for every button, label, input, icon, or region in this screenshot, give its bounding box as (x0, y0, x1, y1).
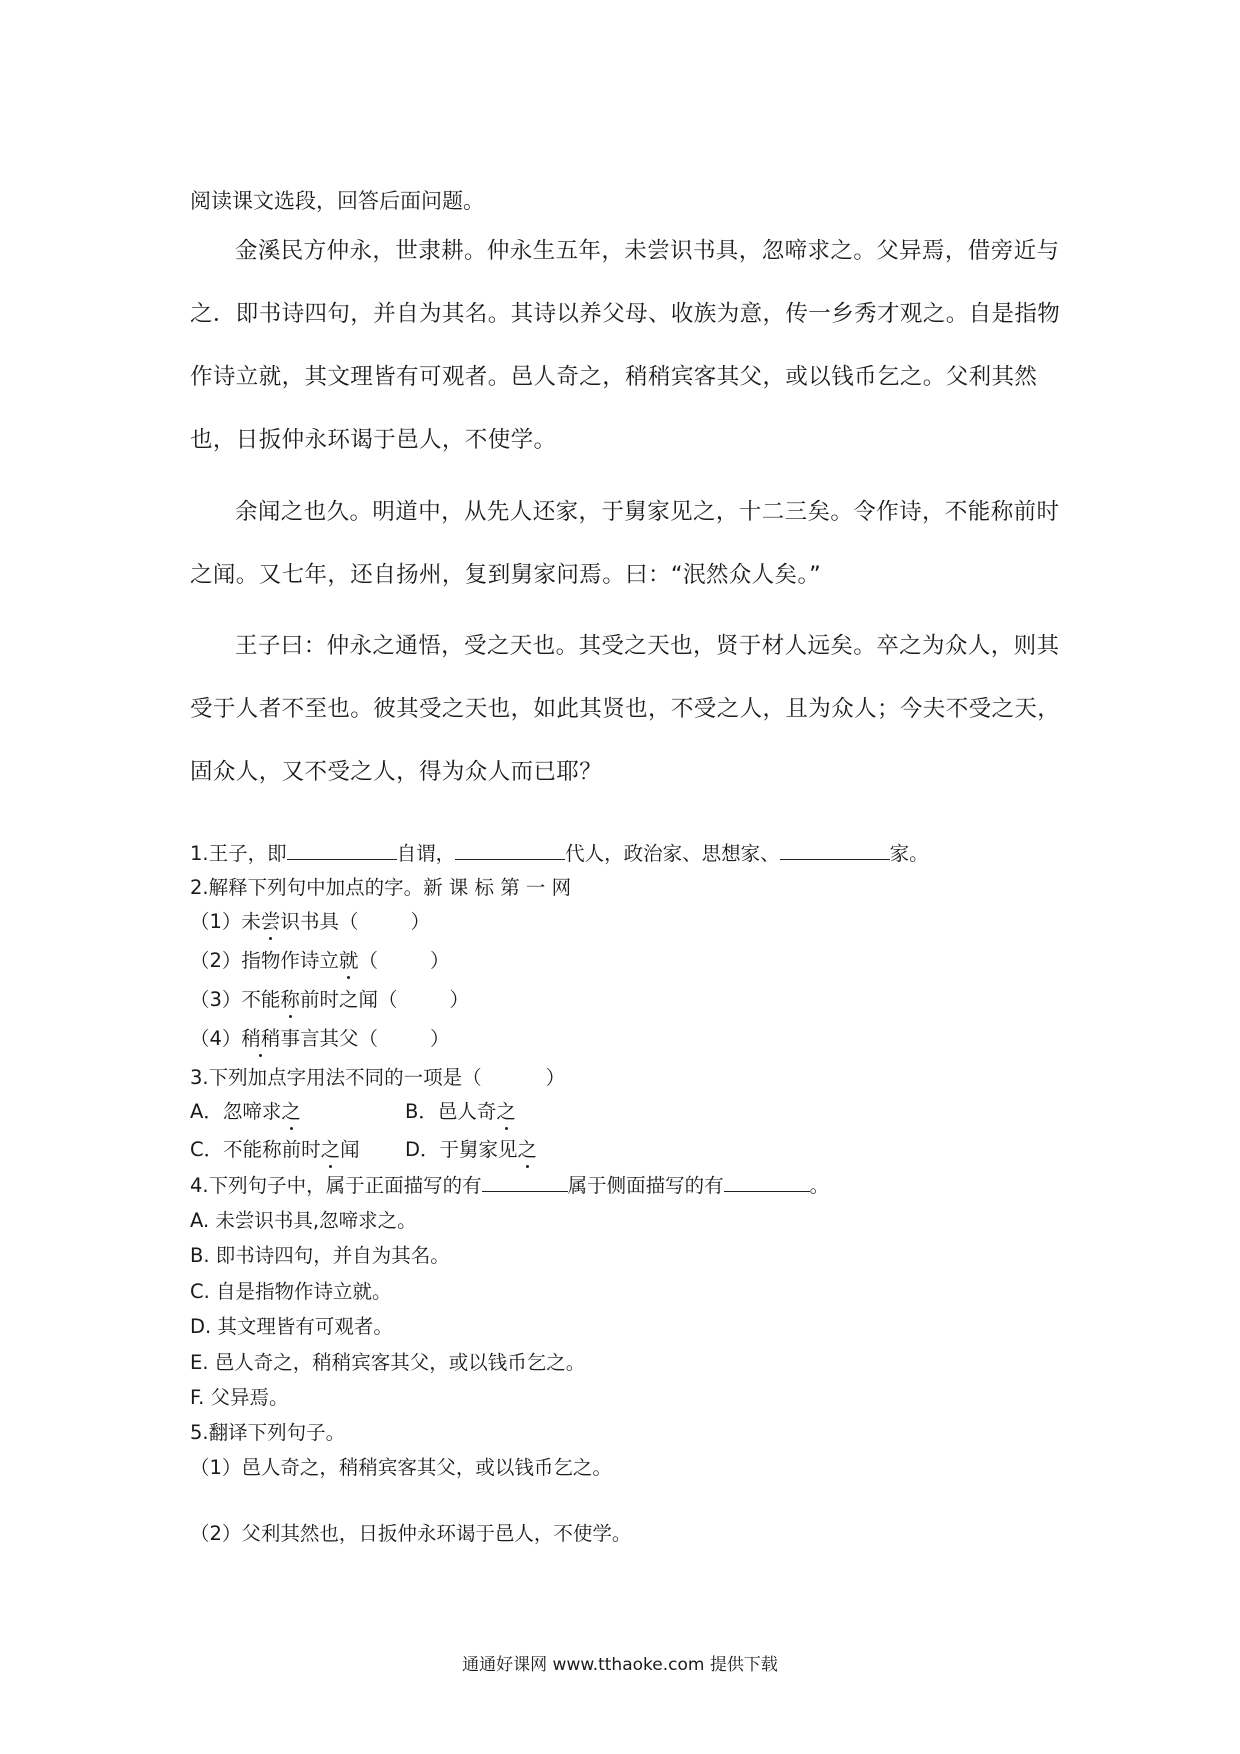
passage-paragraph-3: 王子曰：仲永之通悟，受之天也。其受之天也，贤于材人远矣。卒之为众人，则其受于人者不至也。彼其受之天也，如此其贤也，不受之人，且为众人；今夫不受之天，固众人，又不受之人，得为众人而已耶？ (190, 633, 1061, 785)
question-3-option-c: C．不能称前时之闻 (190, 1134, 360, 1162)
question-2-item: （2）指物作诗立就（ ） (190, 945, 449, 973)
question-3-option-b: B．邑人奇之 (405, 1096, 516, 1124)
answer-blank[interactable] (482, 1173, 568, 1192)
question-5-item: （2）父利其然也，日扳仲永环谒于邑人，不使学。 (190, 1522, 632, 1545)
question-3-option-a: A．忽啼求之 (190, 1096, 301, 1124)
question-4-option: F. 父异焉。 (190, 1386, 289, 1409)
answer-blank[interactable] (724, 1173, 810, 1192)
page-footer: 通通好课网 www.tthaoke.com 提供下载 (462, 1655, 778, 1675)
question-4-option: E. 邑人奇之，稍稍宾客其父，或以钱币乞之。 (190, 1351, 586, 1374)
question-3-stem: 3.下列加点字用法不同的一项是（ ） (190, 1066, 566, 1089)
passage-paragraph-2: 余闻之也久。明道中，从先人还家，于舅家见之，十二三矣。令作诗，不能称前时之闻。又七年，还自扬州，复到舅家问焉。曰：“泯然众人矣。” (190, 499, 1060, 588)
question-4-option: A. 未尝识书具,忽啼求之。 (190, 1209, 417, 1232)
answer-blank[interactable] (287, 841, 397, 860)
question-4-option: D. 其文理皆有可观者。 (190, 1315, 393, 1338)
question-5-item: （1）邑人奇之，稍稍宾客其父，或以钱币乞之。 (190, 1456, 612, 1479)
passage-paragraph-1: 金溪民方仲永，世隶耕。仲永生五年，未尝识书具，忽啼求之。父异焉，借旁近与之．即书诗四句，并自为其名。其诗以养父母、收族为意，传一乡秀才观之。自是指物作诗立就，其文理皆有可观者。邑人奇之，稍稍宾客其父，或以钱币乞之。父利其然也，日扳仲永环谒于邑人，不使学。 (190, 238, 1061, 453)
question-4-option: C. 自是指物作诗立就。 (190, 1280, 392, 1303)
question-2-item: （4）稍稍事言其父（ ） (190, 1023, 449, 1051)
question-2-stem: 2.解释下列句中加点的字。新 课 标 第 一 网 (190, 876, 572, 899)
answer-blank[interactable] (455, 841, 565, 860)
question-5-stem: 5.翻译下列句子。 (190, 1421, 346, 1444)
question-4-option: B. 即书诗四句，并自为其名。 (190, 1244, 450, 1267)
question-2-item: （1）未尝识书具（ ） (190, 906, 430, 934)
question-3-option-d: D．于舅家见之 (405, 1134, 537, 1162)
question-2-item: （3）不能称前时之闻（ ） (190, 984, 469, 1012)
question-1: 1.王子，即 自谓， 代人，政治家、思想家、 家。 (190, 842, 929, 865)
question-4-stem: 4.下列句子中，属于正面描写的有 属于侧面描写的有 。 (190, 1174, 830, 1197)
answer-blank[interactable] (780, 841, 890, 860)
intro-instruction: 阅读课文选段，回答后面问题。 (190, 189, 484, 213)
